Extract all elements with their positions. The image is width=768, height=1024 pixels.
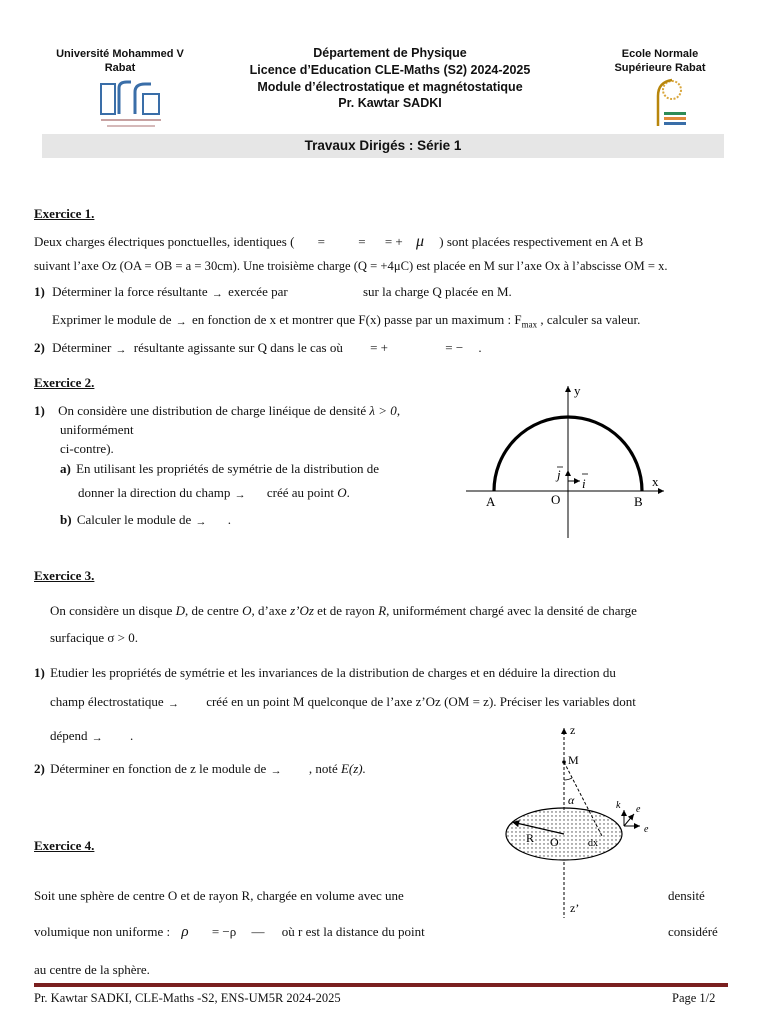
- ex4-line1-end: densité: [668, 888, 705, 903]
- footer-left: Pr. Kawtar SADKI, CLE-Maths -S2, ENS-UM5R 2024-2025: [34, 991, 341, 1005]
- ex3-p1: On considère un disque D, de centre O, d’axe z’Oz et de rayon R, uniformément chargé avec la densité de charge: [50, 603, 637, 618]
- ex3-q2: 2) Déterminer en fonction de z le module de , noté E(z).: [34, 761, 366, 776]
- label-M: M: [568, 753, 579, 767]
- label-er: e: [644, 824, 649, 835]
- label-etheta: e: [636, 804, 641, 815]
- label-x: x: [652, 474, 659, 489]
- label-A: A: [486, 494, 496, 509]
- label-dx: dx: [588, 838, 598, 849]
- ex1-q1-line2: Exprimer le module de en fonction de x et montrer que F(x) passe par un maximum : $F_{max}$ , calculer sa valeur.: [52, 312, 641, 330]
- unit-vector-etheta: [624, 814, 634, 826]
- university-name: Université Mohammed V Rabat: [56, 48, 184, 74]
- exercise3-title: Exercice 3.: [34, 568, 95, 583]
- label-O: O: [551, 492, 561, 507]
- ex2-q1-line3: ci-contre).: [60, 441, 114, 456]
- ex1-text: Deux charges électriques ponctuelles, identiques (: [34, 234, 295, 249]
- ens-name: Ecole Normale Supérieure Rabat: [614, 48, 706, 74]
- ex1-line2: suivant l’axe Oz (OA = OB = a = 30cm). Une troisième charge (Q = +4μC) est placée en M sur l’axe Ox à l’abscisse OM = x.: [34, 259, 668, 273]
- label-j: j: [557, 467, 561, 482]
- ex4-line2-end: considéré: [668, 924, 718, 939]
- header-center: Département de Physique Licence d’Education CLE-Maths (S2) 2024-2025 Module d’électrostatique et magnétostatique Pr. Kawtar SADKI: [249, 46, 531, 110]
- label-i: i: [582, 476, 586, 491]
- label-R: R: [526, 831, 535, 845]
- ex4-line2: volumique non uniforme : ρ = −ρ — où r est la distance du point: [34, 924, 425, 940]
- semicircle-figure: [460, 378, 670, 543]
- ex2-q1-line2: uniformément: [60, 422, 134, 437]
- ens-logo: [650, 76, 690, 132]
- page-title: Travaux Dirigés : Série 1: [304, 138, 462, 153]
- ex2-qa: a) En utilisant les propriétés de symétrie de la distribution de: [60, 461, 379, 476]
- exercise2-title: Exercice 2.: [34, 375, 95, 390]
- ex3-q1: 1) Etudier les propriétés de symétrie et les invariances de la distribution de charges et en déduire la direction du: [34, 665, 616, 680]
- ex3-q1-line3: dépend .: [50, 728, 134, 743]
- exercise4-title: Exercice 4.: [34, 838, 95, 853]
- ex4-line3: au centre de la sphère.: [34, 962, 150, 977]
- angle-alpha-arc: [564, 778, 572, 780]
- label-y: y: [574, 383, 581, 398]
- label-z: z: [570, 723, 576, 737]
- label-alpha: α: [568, 793, 575, 807]
- label-k: k: [616, 800, 621, 811]
- footer-rule: [34, 983, 728, 987]
- ex2-qa-line2: donner la direction du champ créé au point O.: [78, 485, 350, 500]
- ex3-q1-line2: champ électrostatique créé en un point M quelconque de l’axe z’Oz (OM = z). Préciser les variables dont: [50, 694, 636, 709]
- university-logo: [97, 78, 165, 134]
- ex4-line1: Soit une sphère de centre O et de rayon R, chargée en volume avec une: [34, 888, 404, 903]
- ex2-q1: 1) On considère une distribution de charge linéique de densité λ > 0,: [34, 403, 401, 418]
- ex2-qb: b) Calculer le module de .: [60, 512, 231, 527]
- label-B: B: [634, 494, 643, 509]
- ex1-q2: 2) Déterminer résultante agissante sur Q dans le cas où = + = − .: [34, 340, 482, 355]
- point-M: [562, 760, 566, 764]
- disk-figure: [498, 722, 668, 922]
- label-zprime: z’: [570, 901, 580, 915]
- label-O: O: [550, 835, 559, 849]
- ex1-line1: Deux charges électriques ponctuelles, identiques ( = = = + μ ) sont placées respectivement en A et B: [34, 233, 644, 250]
- ex1-q1: 1) Déterminer la force résultante exercée par sur la charge Q placée en M.: [34, 284, 512, 299]
- ex3-p2: surfacique σ > 0.: [50, 630, 138, 645]
- exercise1-title: Exercice 1.: [34, 206, 95, 221]
- page-number: Page 1/2: [672, 991, 716, 1005]
